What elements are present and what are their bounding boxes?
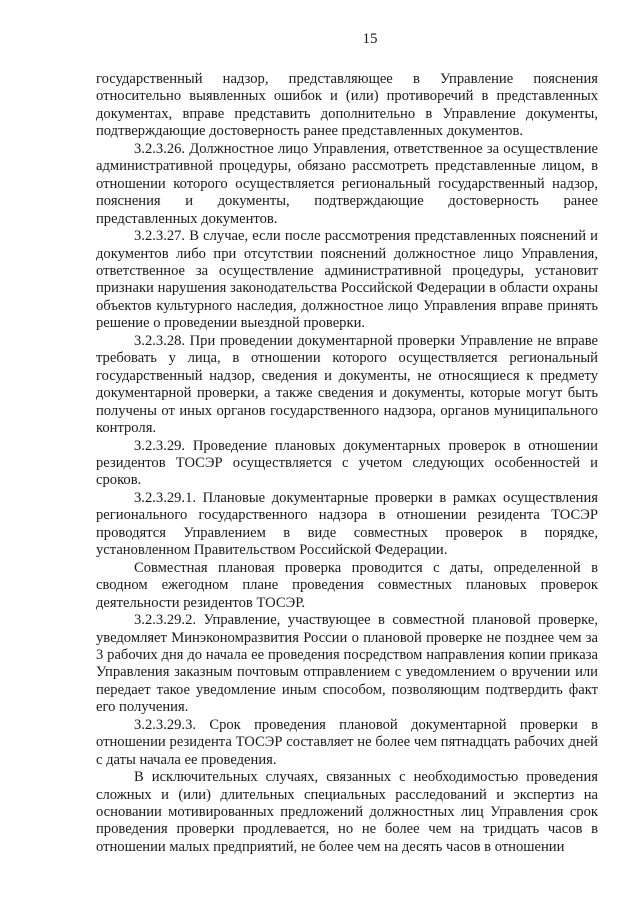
paragraph-3-2-3-29-1: 3.2.3.29.1. Плановые документарные проверки в рамках осуществления регионального государственного надзора в отношении резидента ТОСЭР проводятся Управлением в виде совместных проверок в порядке, установленном Правительством Российской Федерации. — [96, 489, 598, 559]
page-number: 15 — [362, 31, 378, 47]
paragraph-continuation: государственный надзор, представляющее в Управление пояснения относительно выявленных ошибок и (или) противоречий в представленных документах, вправе представить дополнительно в Управление документы, подтверждающие достоверность ранее представленных документов. — [96, 71, 598, 140]
paragraph-3-2-3-28: 3.2.3.28. При проведении документарной проверки Управление не вправе требовать у лица, в отношении которого осуществляется региональный государственный надзор, сведения и документы, не относящиеся к предмету документарной проверки, а также сведения и документы, которые могут быть получены от иных органов государственного надзора, органов муниципального контроля. — [96, 332, 598, 437]
paragraph-3-2-3-27: 3.2.3.27. В случае, если после рассмотрения представленных пояснений и документов либо при отсутствии пояснений должностное лицо Управления, ответственное за осуществление административной процедуры, установит признаки нарушения законодательства Российской Федерации в области охраны объектов культурного наследия, должностное лицо Управления вправе принять решение о проведении выездной проверки. — [96, 228, 598, 332]
document-body — [96, 71, 598, 856]
paragraph-joint-inspection: Совместная плановая проверка проводится с даты, определенной в сводном ежегодном плане проведения совместных плановых проверок деятельности резидентов ТОСЭР. — [96, 559, 598, 611]
paragraph-3-2-3-29-3: 3.2.3.29.3. Срок проведения плановой документарной проверки в отношении резидента ТОСЭР составляет не более чем пятнадцать рабочих дней с даты начала ее проведения. — [96, 716, 598, 768]
paragraph-exceptional-cases: В исключительных случаях, связанных с необходимостью проведения сложных и (или) длительных специальных расследований и экспертиз на основании мотивированных предложений должностных лиц Управления срок проведения проверки продлевается, но не более чем на тридцать часов в отношении малых предприятий, не более чем на десять часов в отношении — [96, 769, 598, 855]
paragraph-3-2-3-29: 3.2.3.29. Проведение плановых документарных проверок в отношении резидентов ТОСЭР осуществляется с учетом следующих особенностей и сроков. — [96, 437, 598, 489]
paragraph-3-2-3-26: 3.2.3.26. Должностное лицо Управления, ответственное за осуществление административной процедуры, обязано рассмотреть представленные лицом, в отношении которого осуществляется региональный государственный надзор, пояснения и документы, подтверждающие достоверность ранее представленных документов. — [96, 140, 598, 227]
paragraph-3-2-3-29-2: 3.2.3.29.2. Управление, участвующее в совместной плановой проверке, уведомляет Минэкономразвития России о плановой проверке не позднее чем за 3 рабочих дня до начала ее проведения посредством направления копии приказа Управления заказным почтовым отправлением с уведомлением о вручении или передает такое уведомление иным способом, позволяющим подтвердить факт его получения. — [96, 612, 598, 716]
